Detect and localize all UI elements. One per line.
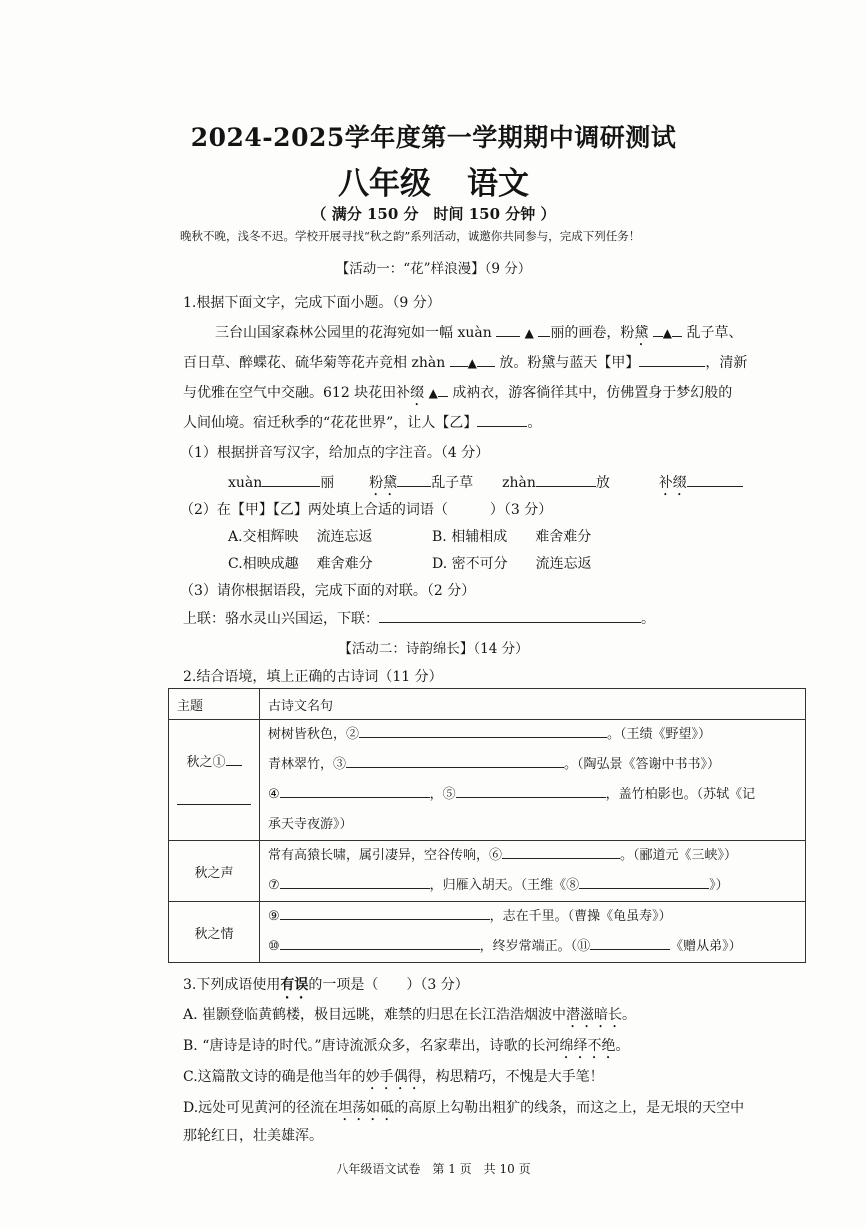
poem-line: ⑦ ，归雁入胡天。（王维《⑧ 》） [268,871,797,901]
answer-blank[interactable] [280,783,430,798]
dotted-char: 黛 [634,325,649,341]
answer-blank[interactable] [280,935,480,950]
q3-option-c[interactable]: C.这篇散文诗的确是他当年的妙手偶得，构思精巧，不愧是大手笔！ [183,1069,604,1085]
poem-line: 树树皆秋色，② 。（王绩《野望》） [268,720,797,750]
table-row [169,841,806,902]
subject-label: 语文 [467,166,529,202]
poem-table [168,688,806,963]
page-footer: 八年级语文试卷 第 1 页 共 10 页 [336,1162,531,1176]
q2-title: 2.结合语境，填上正确的古诗词（11 分） [183,669,443,685]
q3-title: 3.下列成语使用有误的一项是（ ）（3 分） [183,977,469,993]
answer-blank[interactable] [579,874,709,889]
sub2-option-d: D. 密不可分 流连忘返 [432,556,592,572]
exam-subject [0,158,867,203]
table-row [169,902,806,963]
q3-option-d-cont: 那轮红日，壮美雄浑。 [183,1128,323,1144]
poem-line: 常有高猿长啸，属引凄异，空谷传响，⑥ 。（郦道元《三峡》） [268,841,797,871]
sub1-prompt: （1）根据拼音写汉字，给加点的字注音。（4 分） [180,445,490,461]
sub2-option-a: A.交相辉映 流连忘返 [228,529,373,545]
lines-cell [260,902,806,963]
table-header-lines: 古诗文名句 [260,689,806,720]
blank-marker: ▲ [524,326,534,340]
q3-option-d[interactable]: D.远处可见黄河的径流在坦荡如砥的高原上勾勒出粗犷的线条，而这之上，是无垠的天空中 [183,1100,745,1116]
lines-cell [260,720,806,841]
answer-blank[interactable] [397,472,431,487]
passage-line-3: 与优雅在空气中交融。612 块花田补缀 ▲ 成衲衣，游客徜徉其中，仿佛置身于梦幻般的 [183,382,732,409]
activity2-heading: 【活动二：诗韵绵长】（14 分） [338,641,529,657]
answer-blank[interactable] [359,723,607,738]
sub3-prompt: （3）请你根据语段，完成下面的对联。（2 分） [180,583,476,599]
sub1-answers: xuàn 丽 粉黛 乱子草 zhàn 放 补缀 [228,472,743,499]
answer-blank[interactable] [262,472,320,487]
answer-blank[interactable] [280,905,490,920]
passage-line-2: 百日草、醉蝶花、硫华菊等花卉竞相 zhàn ▲ 放。粉黛与蓝天【甲】 ，清新 [183,352,747,372]
poem-line: ④ ，⑤ ，盖竹柏影也。（苏轼《记 [268,780,797,810]
exam-title: 2024-2025学年度第一学期期中调研测试 [190,123,677,152]
couplet-answer-blank[interactable] [379,608,641,623]
poem-line: ⑨ ，志在千里。（曹操《龟虽寿》） [268,902,797,932]
topic-cell: 秋之① [169,720,260,841]
answer-blank[interactable] [687,472,743,487]
sub2-option-b: B. 相辅相成 难舍难分 [432,529,592,545]
answer-blank[interactable] [502,844,620,859]
q3-option-a[interactable]: A. 崔颢登临黄鹤楼，极目远眺，难禁的归思在长江浩浩烟波中潜滋暗长。 [183,1007,637,1023]
answer-blank[interactable] [346,753,564,768]
table-header-topic: 主题 [169,689,260,720]
topic-cell: 秋之情 [169,902,260,963]
score-time: （ 满分 150 分 时间 150 分钟 ） [311,205,556,223]
sub2-option-c: C.相映成趣 难舍难分 [228,556,373,572]
q3-option-b[interactable]: B. “唐诗是诗的时代。”唐诗流派众多，名家辈出，诗歌的长河绵绎不绝。 [183,1038,630,1054]
answer-blank[interactable] [536,472,596,487]
q1-title: 1.根据下面文字，完成下面小题。（9 分） [183,295,441,311]
intro-text: 晚秋不晚，浅冬不迟。学校开展寻找“秋之韵”系列活动，诚邀你共同参与，完成下列任务！ [180,229,641,243]
poem-line: ⑩ ，终岁常端正。（⑪ 《赠从弟》） [268,932,797,962]
answer-blank[interactable] [590,935,670,950]
poem-line: 承天寺夜游》） [268,817,353,832]
activity1-heading: 【活动一：“花”样浪漫】（9 分） [335,261,532,277]
poem-line: 青林翠竹，③ 。（陶弘景《答谢中书书》） [268,750,797,780]
answer-blank[interactable] [226,751,242,766]
grade-label: 八年级 [338,166,431,202]
answer-blank[interactable] [456,783,606,798]
topic-cell: 秋之声 [169,841,260,902]
lines-cell [260,841,806,902]
couplet-line: 上联：骆水灵山兴国运，下联： 。 [183,608,655,628]
passage-line-1: 三台山国家森林公园里的花海宛如一幅 xuàn ▲ 丽的画卷，粉黛 ▲ 乱子草、 [215,322,742,349]
table-row [169,720,806,841]
sub2-prompt: （2）在【甲】【乙】两处填上合适的词语（ ）（3 分） [180,502,553,518]
answer-blank[interactable] [177,790,251,805]
answer-blank[interactable] [280,874,430,889]
dotted-char: 缀 [410,385,425,401]
passage-line-4: 人间仙境。宿迁秋季的“花花世界”，让人【乙】 。 [183,412,541,432]
